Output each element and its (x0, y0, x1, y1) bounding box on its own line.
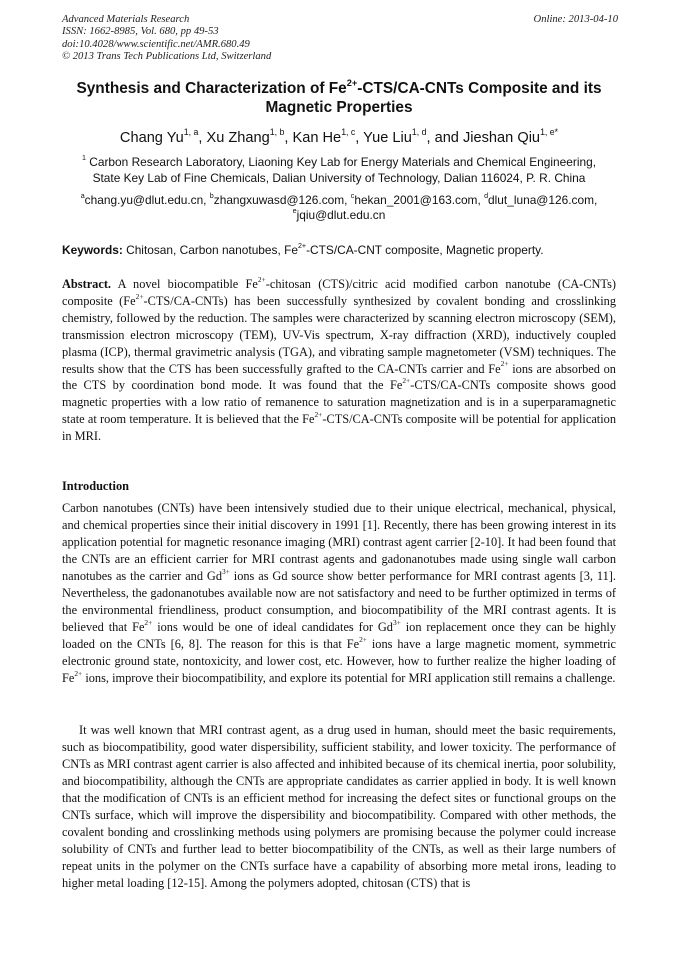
author-name: Kan He (292, 130, 342, 146)
doi-line[interactable]: doi:10.4028/www.scientific.net/AMR.680.49 (62, 38, 250, 50)
abstract-superscript: 2+ (314, 410, 323, 420)
intro-paragraph-2: It was well known that MRI contrast agent, as a drug used in human, should meet the basic requirements, such as biocompatibility, good water dispersibility, sufficient stability, and lower toxicity. The performance of CNTs as MRI contrast agent carrier is also affected and inhibited because of its chemical inertia, poor solubility, and biocompatibility, although the CNTs are appropriate candidates as carrier applied in body. It is well known that the modification of CNTs is an efficient method for increasing the defect sites or functional groups on the CNTs surface, which will improve the dispersibility and biocompatibility. Compared with other methods, the covalent bonding and crosslinking methods using polymers are promising because the polymer could increase solubility of CNTs and further lead to better biocompatibility of the CNTs, as well as their large numbers of repeat units in the polymer on the CNTs surface have a capability of absorbing more metal irons, leading to higher metal loading [12-15]. Among the polymers adopted, chitosan (CTS) that is (62, 723, 616, 891)
author-superscript: 1, b (269, 126, 285, 137)
author-superscript: 1, a (183, 126, 199, 137)
email-address[interactable]: hekan_2001@163.com, (354, 193, 485, 207)
author-name: Yue Liu (363, 130, 412, 146)
abstract (62, 276, 616, 445)
email-address[interactable]: jqiu@dlut.edu.cn (296, 208, 386, 222)
abstract-superscript: 2+ (257, 274, 266, 284)
keywords-text-2: -CTS/CA-CNT composite, Magnetic property. (306, 243, 544, 257)
email-superscript: a (80, 191, 85, 200)
author-superscript: 1, c (341, 126, 356, 137)
copyright-line: © 2013 Trans Tech Publications Ltd, Switzerland (62, 50, 272, 62)
email-list (62, 193, 616, 223)
email-superscript: e (292, 206, 297, 215)
affiliation-superscript: 1 (81, 153, 86, 162)
affiliation-line-1 (62, 154, 616, 170)
author-list (62, 126, 616, 147)
abstract-text: -chitosan (CTS)/citric acid modified carbon nanotube (CA-CNTs) composite (Fe (62, 277, 616, 308)
intro-p1-superscript: 2+ (359, 635, 367, 645)
intro-p1-superscript: 3+ (392, 618, 401, 628)
intro-p1-text: ions have a large magnetic moment, symmetric electronic ground state, nontoxicity, and lower cost, etc. However, how to further realize the higher loading of Fe (62, 637, 616, 686)
journal-name: Advanced Materials Research (62, 14, 190, 25)
affiliation-line-2: State Key Lab of Fine Chemicals, Dalian University of Technology, Dalian 116024, P. R. China (92, 171, 586, 185)
keywords-label: Keywords: (62, 243, 123, 257)
abstract-superscript: 2+ (135, 291, 144, 301)
email-superscript: c (350, 191, 355, 200)
journal-meta (62, 14, 271, 63)
abstract-text: ions are absorbed on the CTS by coordination bond mode. It was found that the Fe (62, 361, 616, 393)
abstract-body (62, 274, 616, 444)
email-address[interactable]: zhangxuwasd@126.com, (213, 193, 351, 207)
abstract-superscript: 2+ (500, 359, 509, 369)
email-superscript: b (209, 191, 214, 200)
abstract-text: -CTS/CA-CNTs) has been successfully synthesized by covalent bonding and crosslinking chemistry, followed by the reduction. The samples were characterized by scanning electron microscopy (SEM), transmission electron microscopy (TEM), UV-Vis spectrum, X-ray diffraction (XRD), inductively coupled plasma (ICP), thermal gravimetric analysis (TGA), and vibrating sample magnetometer (VSM) techniques. The results show that the CTS has been successfully grafted to the CA-CNTs carrier and Fe (62, 293, 616, 376)
keywords (62, 242, 616, 258)
intro-p1-superscript: 3+ (222, 566, 230, 576)
paper-title (62, 79, 616, 117)
issn-line: ISSN: 1662-8985, Vol. 680, pp 49-53 (62, 26, 219, 38)
affiliation-text-1: Carbon Research Laboratory, Liaoning Key Lab for Energy Materials and Chemical Engineering, (89, 155, 597, 169)
abstract-text: A novel biocompatible Fe (111, 277, 258, 291)
author-name: Chang Yu (119, 130, 184, 146)
introduction-heading: Introduction (62, 479, 129, 493)
abstract-label: Abstract. (62, 277, 112, 291)
author-superscript: 1, e* (540, 126, 559, 137)
intro-p1-superscript: 2+ (144, 618, 153, 628)
title-part2: -CTS/CA-CNTs Composite and its Magnetic Properties (265, 80, 602, 116)
online-date: Online: 2013-04-10 (533, 14, 618, 25)
email-superscript: d (484, 191, 489, 200)
author-name: Xu Zhang (206, 130, 270, 146)
abstract-text: -CTS/CA-CNTs composite will be potential for application in MRI. (62, 412, 616, 444)
author-separator: , and (426, 130, 463, 146)
title-superscript: 2+ (346, 77, 358, 88)
intro-p1-superscript: 2+ (74, 669, 83, 679)
abstract-text: -CTS/CA-CNTs composite shows good magnetic properties with a low ratio of remanence to saturation magnetization and is in a superparamagnetic state at room temperature. It is believed that the Fe (62, 378, 616, 427)
affiliation (62, 154, 616, 186)
keywords-text-1: Chitosan, Carbon nanotubes, Fe (122, 243, 298, 257)
author-separator: , (284, 130, 293, 146)
keywords-superscript: 2+ (297, 241, 307, 250)
intro-p1-text: ions, improve their biocompatibility, and explore its potential for MRI application still remains a challenge. (82, 671, 616, 686)
title-part1: Synthesis and Characterization of Fe (76, 80, 347, 97)
author-name: Jieshan Qiu (462, 130, 541, 146)
email-address[interactable]: chang.yu@dlut.edu.cn, (84, 193, 210, 207)
intro-paragraph-1 (62, 500, 616, 688)
intro-p1-text: Carbon nanotubes (CNTs) have been intensively studied due to their unique electrical, mechanical, physical, and chemical properties since their initial discovery in 1991 [1]. Recently, there has been growing interest in its application potential for magnetic resonance imaging (MRI) contrast agent carrier [2-10]. It had been found that the CNTs are an efficient carrier for MRI contrast agents and gadonanotubes made using single wall carbon nanotubes as the carrier and Gd (62, 501, 616, 584)
author-separator: , (355, 130, 364, 146)
author-separator: , (198, 130, 207, 146)
intro-p1-text: ion replacement once they can be highly loaded on the CNTs [6, 8]. The reason for this is that Fe (62, 620, 616, 652)
email-address[interactable]: dlut_luna@126.com, (488, 193, 598, 207)
author-superscript: 1, d (411, 126, 427, 137)
intro-p1-text: ions would be one of ideal candidates for Gd (152, 620, 393, 635)
intro-p1-text: ions as Gd source show better performance for MRI contrast agents [3, 11]. Nevertheless, the gadonanotubes available now are not satisfactory and need to be further optimized in terms of the environmental friendliness, product consumption, and biocompatibility of the MRI contrast agents. It is believed that Fe (62, 569, 616, 635)
abstract-superscript: 2+ (402, 376, 411, 386)
